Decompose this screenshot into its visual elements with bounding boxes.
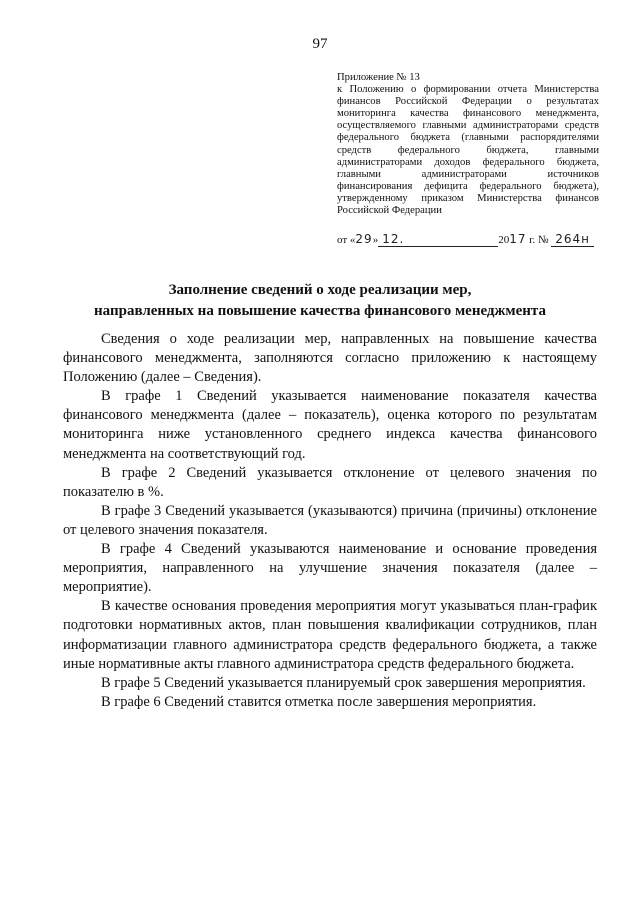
appendix-line: утвержденному приказом Министерства финансов [337, 192, 599, 204]
appendix-line: осуществляемого главными администраторами средств [337, 120, 599, 132]
order-mid: » [372, 234, 379, 246]
order-year-prefix: 20 [498, 234, 510, 246]
order-month: 12. [382, 232, 405, 246]
paragraph: В качестве основания проведения мероприятия могут указываться план-график подготовки нормативных актов, план повышения квалификации сотрудников, план информатизации главного администратора средств федерального бюджета, а также иные нормативные акты главного администратора средств федерального бюджета. [63, 598, 597, 672]
paragraph: В графе 5 Сведений указывается планируемый срок завершения мероприятия. [101, 674, 586, 691]
page-number: 97 [312, 36, 328, 52]
paragraph: В графе 2 Сведений указывается отклонение от целевого значения по показателю в %. [63, 464, 597, 500]
appendix-line: к Положению о формировании отчета Министерства [337, 84, 599, 96]
order-prefix: от « [337, 234, 356, 246]
appendix-line: Российской Федерации [337, 205, 442, 217]
appendix-line: Приложение № 13 [337, 72, 420, 83]
appendix-line: мониторинга качества финансового менеджмента, [337, 108, 599, 120]
paragraph: В графе 3 Сведений указывается (указываются) причина (причины) отклонение от целевого значения показателя. [63, 502, 597, 538]
appendix-line: федерального бюджета (главными распорядителями [337, 132, 599, 144]
appendix-line: средств федерального бюджета, главными [337, 144, 599, 156]
appendix-header [337, 72, 599, 217]
paragraph: В графе 1 Сведений указывается наименование показателя качества финансового менеджмента (далее – показатель), оценка которого по результатам мониторинга ниже установленного среднего индекса качества финансового менеджмента на соответствующий год. [63, 388, 597, 462]
title-line-2: направленных на повышение качества финансового менеджмента [94, 303, 546, 319]
appendix-line: финансов Российской Федерации о результатах [337, 96, 599, 108]
paragraph: Сведения о ходе реализации мер, направленных на повышение качества финансового менеджмента, заполняются согласно приложению к настоящему Положению (далее – Сведения). [63, 331, 597, 386]
order-year-suffix: 17 [509, 232, 527, 246]
order-number: 264н [555, 232, 591, 246]
body-text [63, 330, 597, 712]
appendix-line: администраторами доходов федерального бюджета, [337, 156, 599, 168]
order-month-field [378, 232, 498, 247]
paragraph: В графе 6 Сведений ставится отметка после завершения мероприятия. [101, 693, 537, 710]
order-year-unit: г. № [526, 234, 549, 246]
order-day: 29 [355, 232, 373, 246]
document-title [0, 280, 640, 322]
paragraph: В графе 4 Сведений указываются наименование и основание проведения мероприятия, направленного на улучшение значения показателя (далее – мероприятие). [63, 541, 597, 596]
order-date-number [337, 232, 599, 247]
appendix-line: финансирования дефицита федерального бюджета), [337, 180, 599, 192]
order-number-field [551, 232, 594, 247]
title-line-1: Заполнение сведений о ходе реализации мер, [168, 282, 472, 298]
appendix-line: главными администраторами источников [337, 168, 599, 180]
